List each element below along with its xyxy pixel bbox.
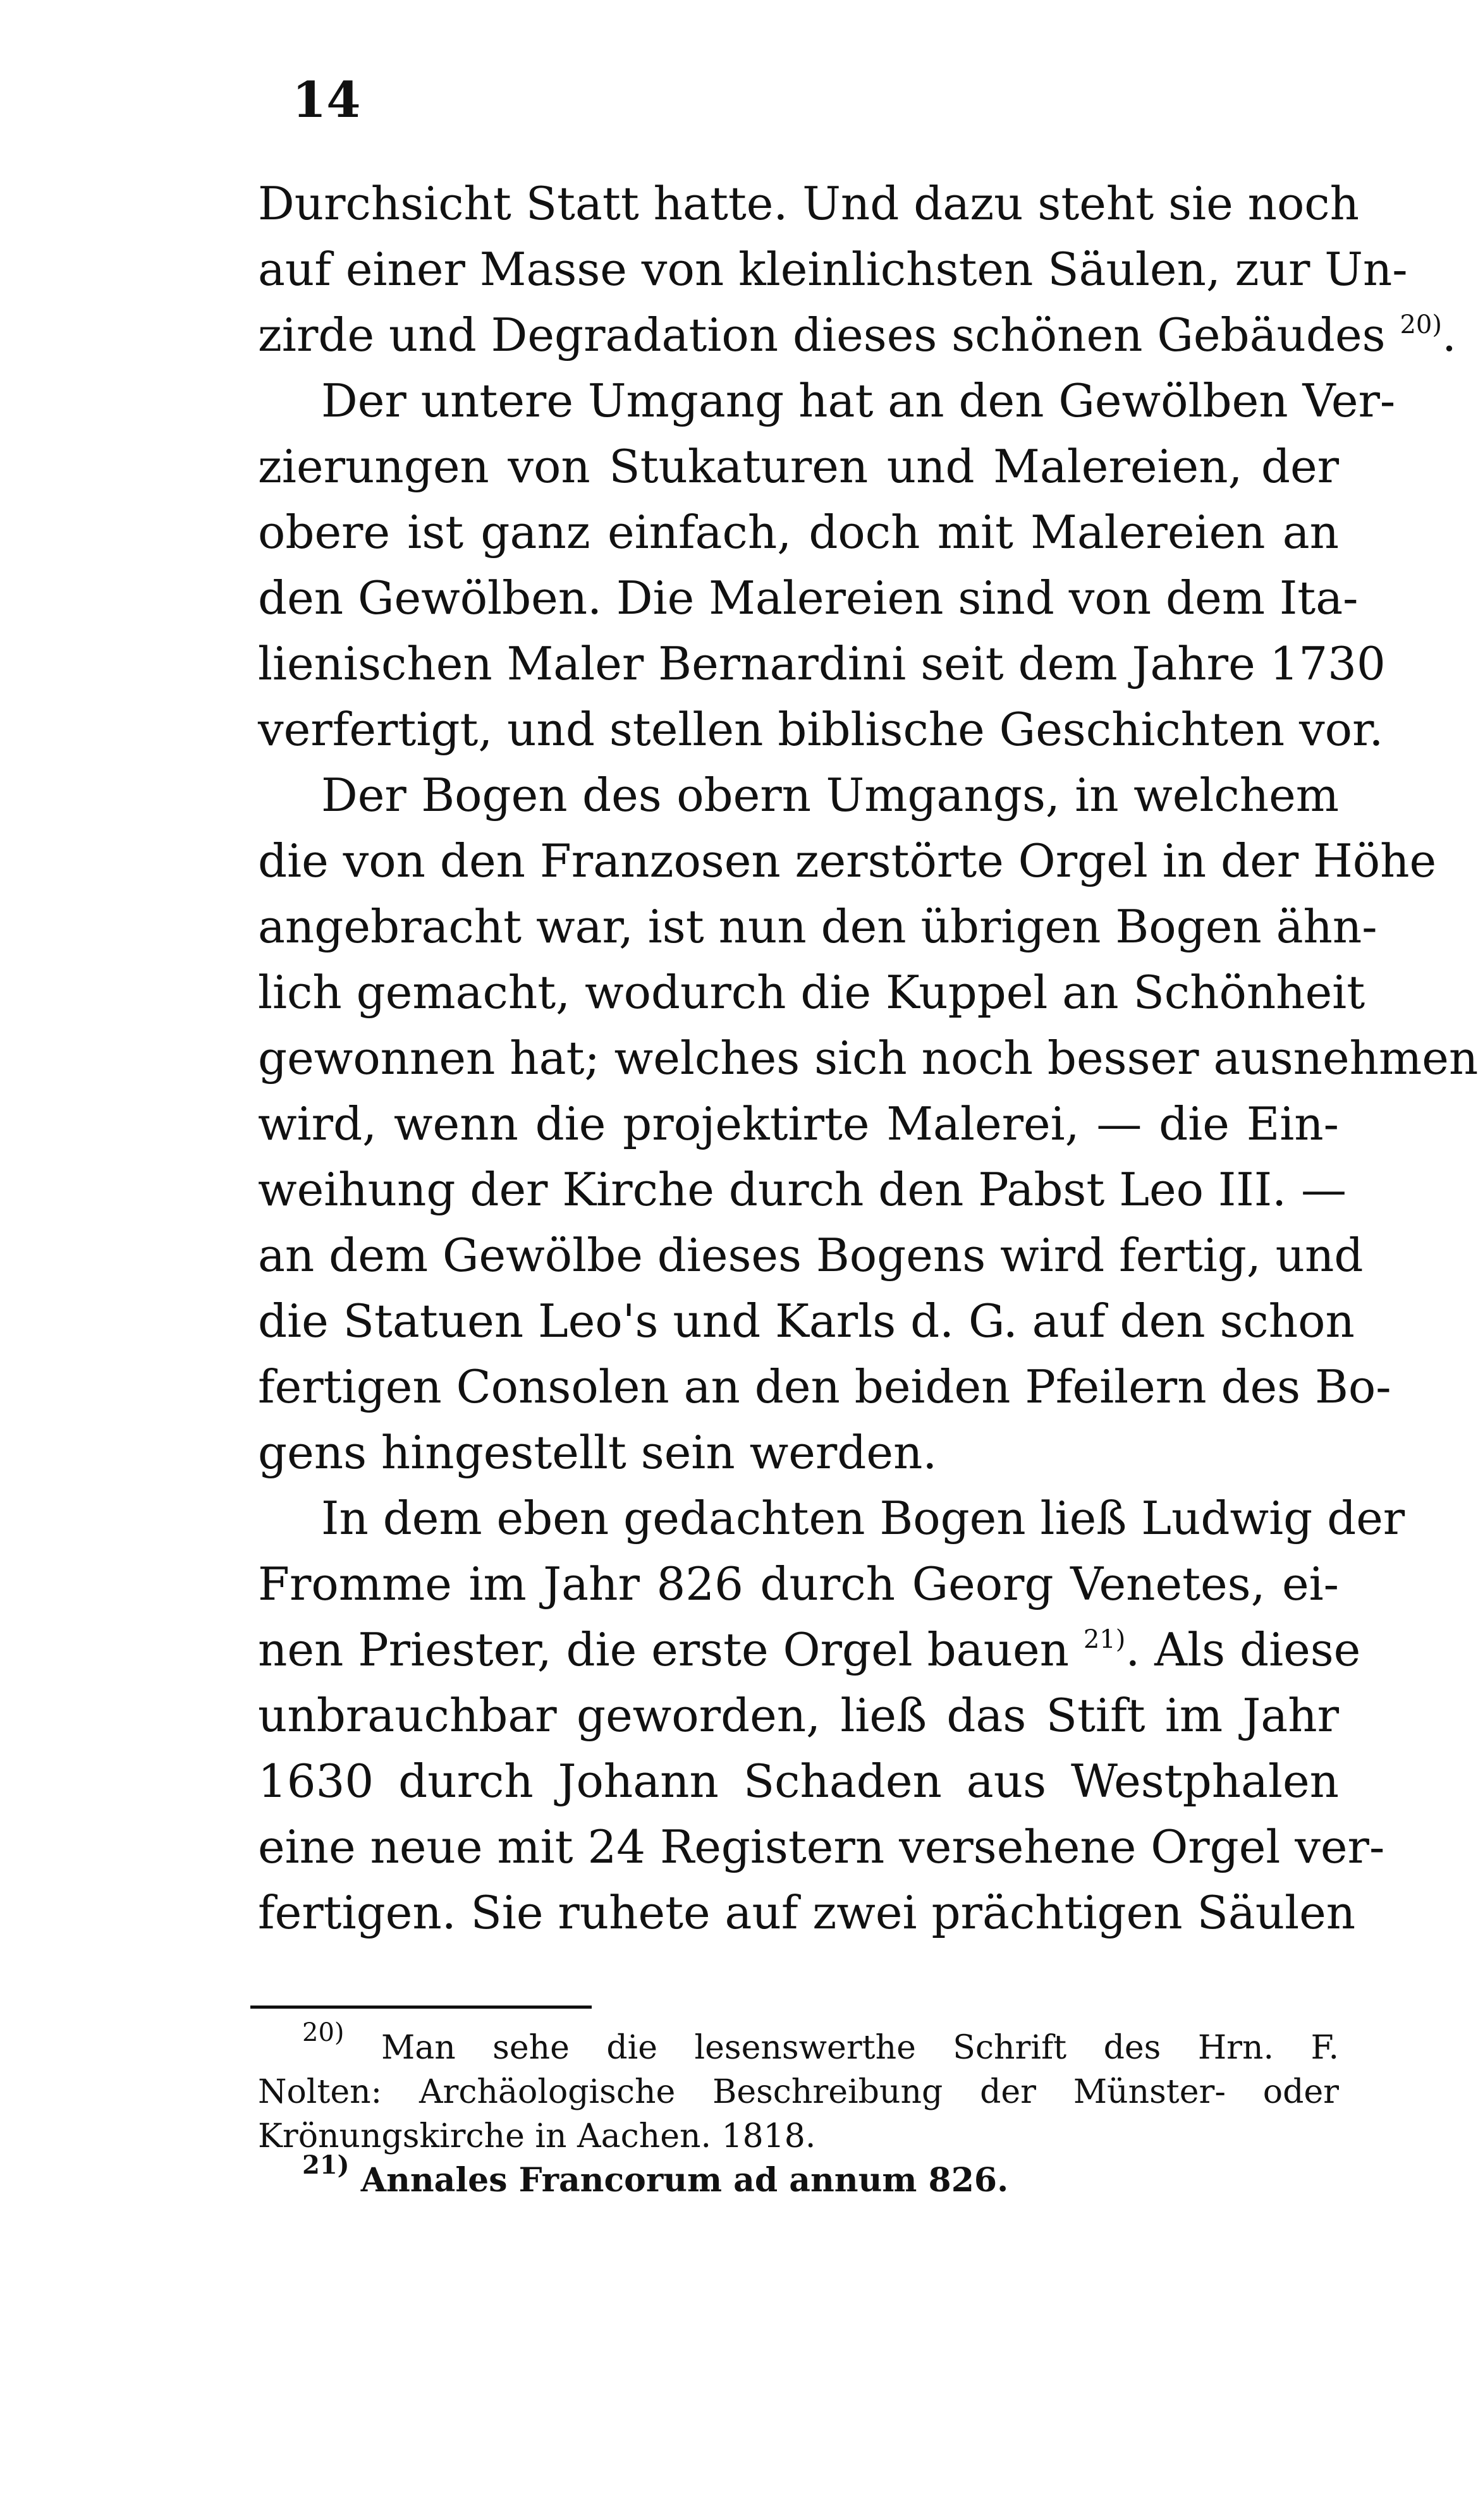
paragraph-start-line: In dem eben gedachten Bogen ließ Ludwig der xyxy=(321,1492,1405,1545)
footnote-text: Annales Francorum ad annum 826. xyxy=(360,2161,1009,2200)
text-line: angebracht war, ist nun den übrigen Bogen ähn- xyxy=(258,900,1377,953)
text-line-content: nen Priester, die erste Orgel bauen xyxy=(258,1623,1069,1676)
footnote-marker-20: 20) xyxy=(302,2018,345,2047)
text-line: Durchsicht Statt hatte. Und dazu steht sie noch xyxy=(258,177,1359,230)
text-line: lich gemacht, wodurch die Kuppel an Schönheit xyxy=(258,966,1365,1019)
text-line: gewonnen hat; welches sich noch besser ausnehmen xyxy=(258,1032,1478,1085)
footnote-reference-21: 21) xyxy=(1083,1625,1126,1654)
text-line xyxy=(258,1617,1361,1683)
text-line xyxy=(258,302,1457,368)
footnote-20 xyxy=(258,2018,1340,2070)
paragraph-start-line: Der untere Umgang hat an den Gewölben Ver- xyxy=(321,374,1396,427)
text-line: zierungen von Stukaturen und Malereien, der xyxy=(258,440,1339,493)
text-line-content: zirde und Degradation dieses schönen Gebäudes xyxy=(258,308,1386,362)
text-line: fertigen. Sie ruhete auf zwei prächtigen Säulen xyxy=(258,1886,1356,1939)
text-line: obere ist ganz einfach, doch mit Malereien an xyxy=(258,506,1339,559)
body-text xyxy=(258,171,1478,1945)
footnote-separator xyxy=(250,2006,592,2009)
text-line: die von den Franzosen zerstörte Orgel in der Höhe xyxy=(258,834,1437,887)
text-line: Fromme im Jahr 826 durch Georg Venetes, ei- xyxy=(258,1557,1339,1610)
text-line: weihung der Kirche durch den Pabst Leo III. — xyxy=(258,1163,1347,1216)
sentence-period: . xyxy=(1441,308,1457,362)
footnote-marker-21: 21) xyxy=(302,2150,350,2180)
text-line: unbrauchbar geworden, ließ das Stift im Jahr xyxy=(258,1689,1339,1742)
footnote-text-line: Nolten: Archäologische Beschreibung der Münster- oder xyxy=(258,2073,1339,2111)
footnote-reference-20: 20) xyxy=(1400,310,1442,339)
text-line: den Gewölben. Die Malereien sind von dem Ita- xyxy=(258,571,1359,624)
text-line: eine neue mit 24 Registern versehene Orgel ver- xyxy=(258,1820,1385,1873)
footnotes xyxy=(258,2018,1340,2203)
text-line-content: . Als diese xyxy=(1125,1623,1361,1676)
text-line: an dem Gewölbe dieses Bogens wird fertig, und xyxy=(258,1229,1364,1282)
text-line: 1630 durch Johann Schaden aus Westphalen xyxy=(258,1755,1339,1808)
text-line: die Statuen Leo's und Karls d. G. auf den schon xyxy=(258,1294,1355,1348)
footnote-text-line: Krönungskirche in Aachen. 1818. xyxy=(258,2117,816,2155)
text-line: verfertigt, und stellen biblische Geschichten vor. xyxy=(258,703,1384,756)
text-line: wird, wenn die projektirte Malerei, — die Ein- xyxy=(258,1097,1339,1150)
text-line: auf einer Masse von kleinlichsten Säulen, zur Un- xyxy=(258,243,1408,296)
text-line: gens hingestellt sein werden. xyxy=(258,1426,937,1479)
footnote-text: Man sehe die lesenswerthe Schrift des Hrn. F. xyxy=(381,2029,1340,2067)
text-line: fertigen Consolen an den beiden Pfeilern des Bo- xyxy=(258,1360,1391,1413)
paragraph-start-line: Der Bogen des obern Umgangs, in welchem xyxy=(321,769,1339,822)
footnote-21 xyxy=(258,2150,1339,2203)
text-line: lienischen Maler Bernardini seit dem Jahre 1730 xyxy=(258,637,1386,690)
page-number: 14 xyxy=(292,71,361,129)
